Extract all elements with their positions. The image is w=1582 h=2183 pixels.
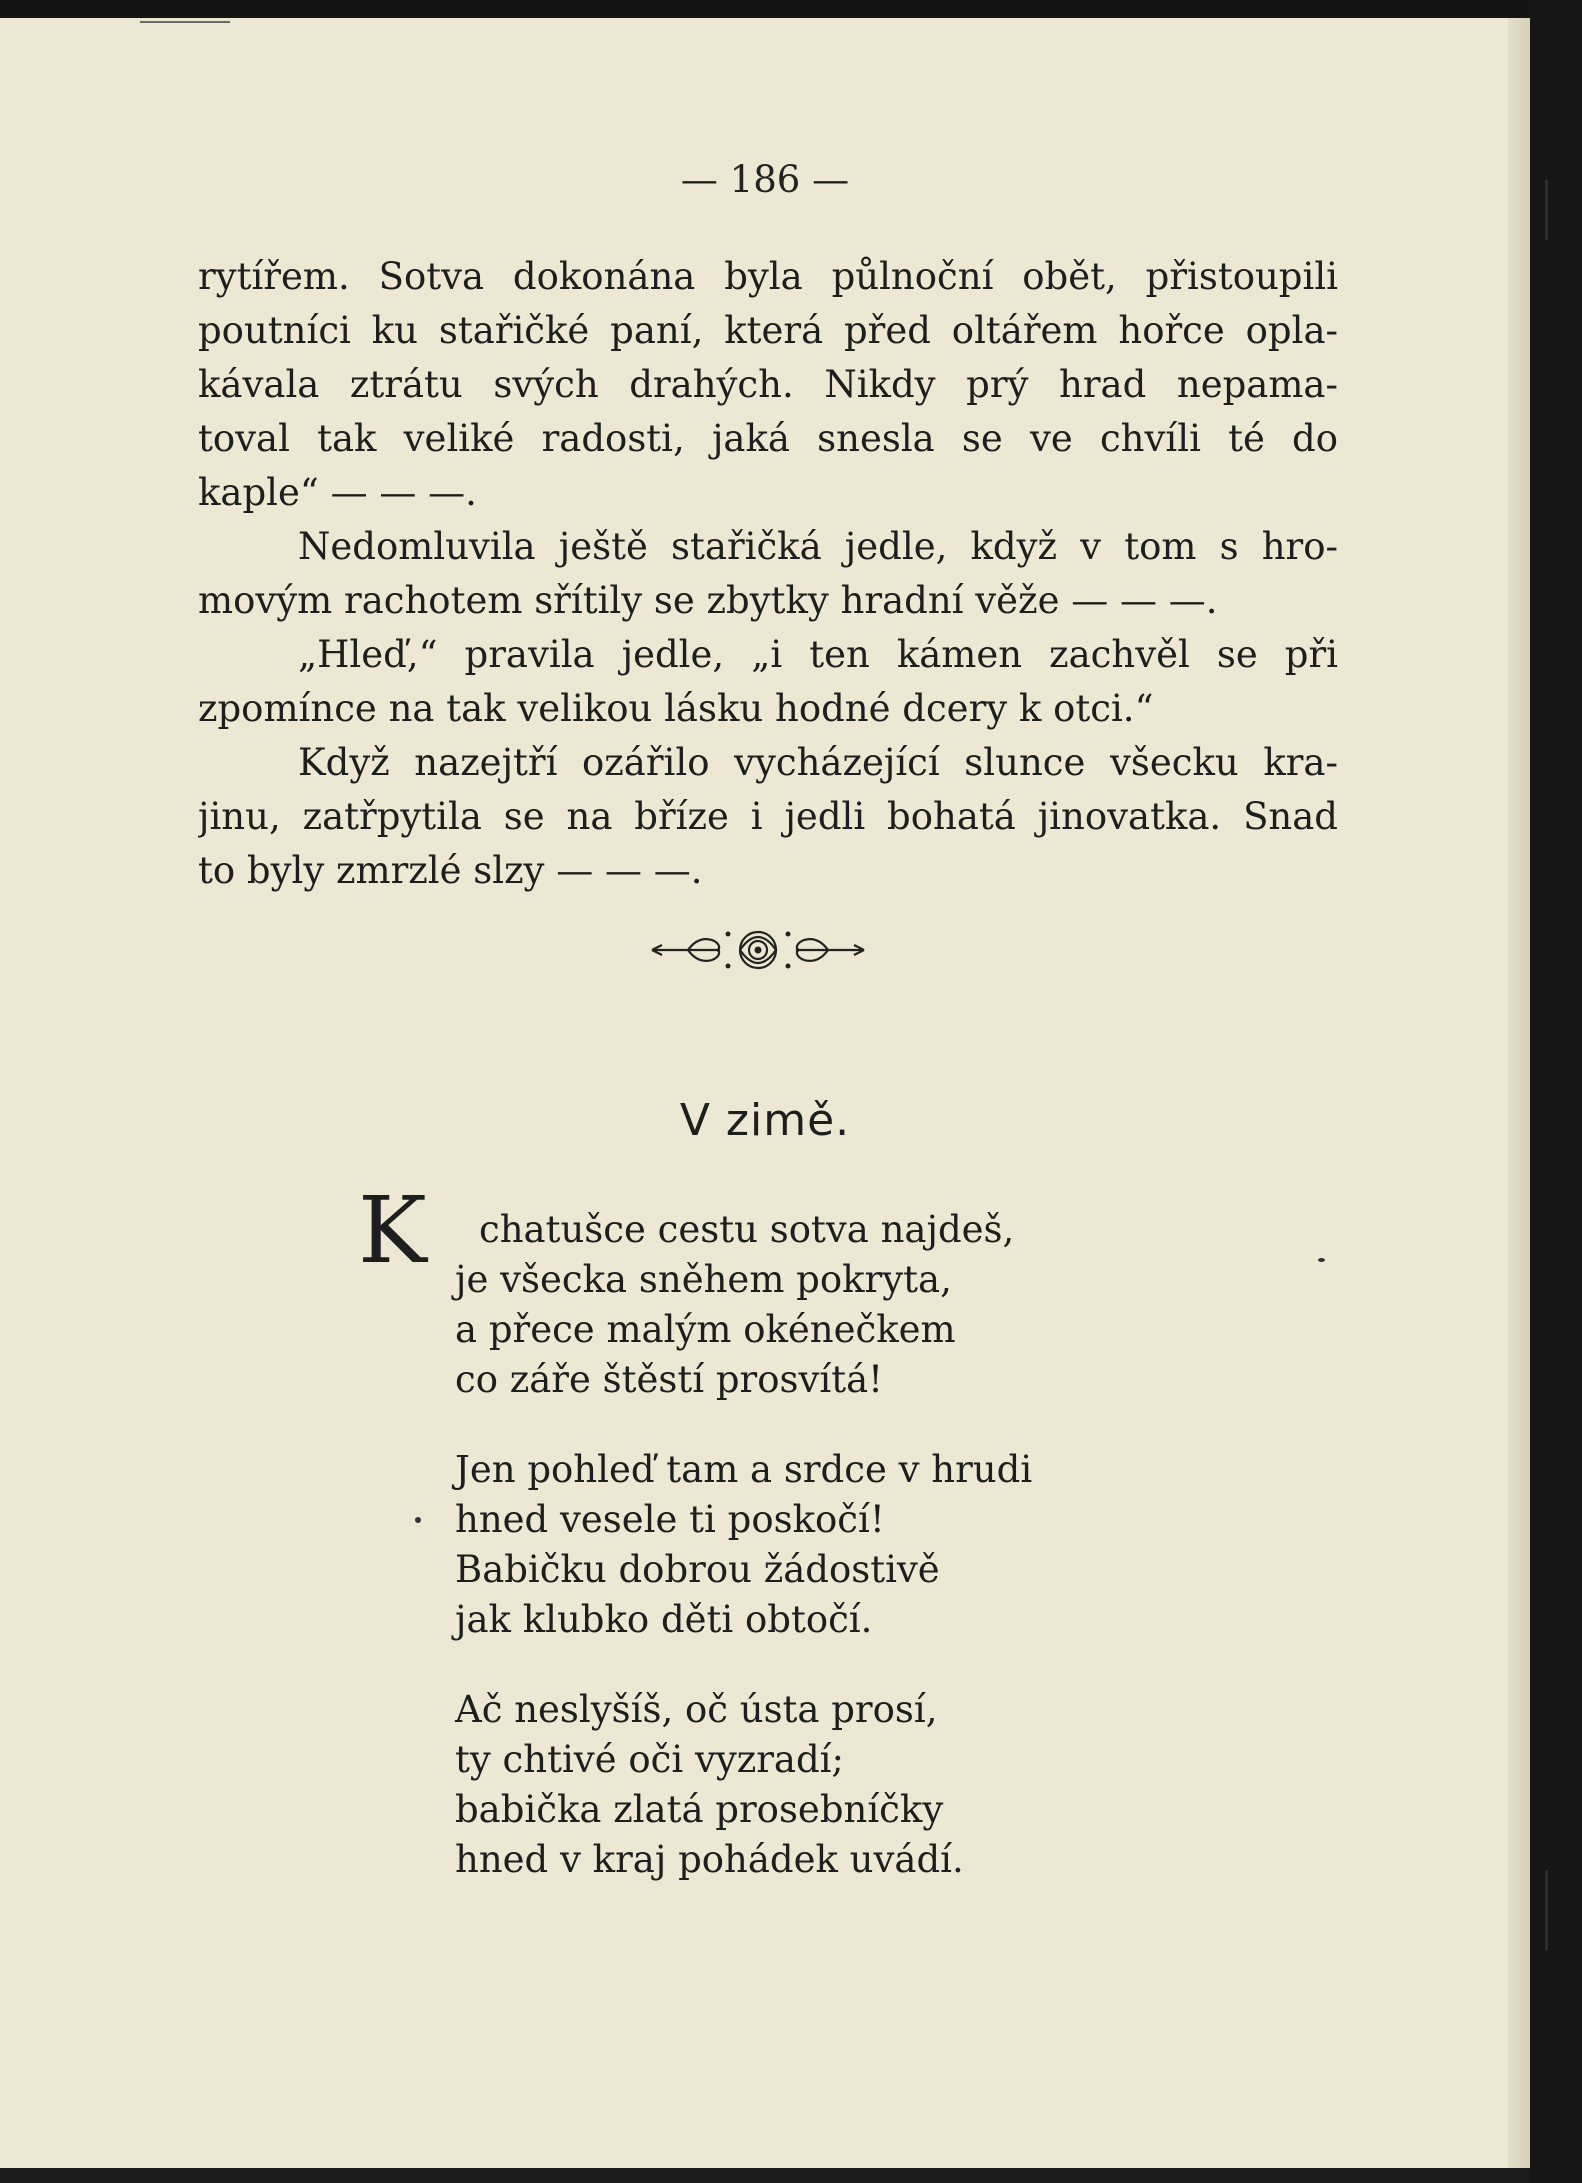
poem-verse: hned vesele ti poskočí!	[455, 1498, 885, 1541]
prose-line: Nedomluvila ještě stařičká jedle, když v tom s hro-	[298, 525, 1338, 568]
scan-bottom-border	[0, 2168, 1530, 2183]
poem-verse: Babičku dobrou žádostivě	[455, 1548, 940, 1591]
prose-line: „Hleď,“ pravila jedle, „i ten kámen zachvěl se při	[298, 633, 1338, 676]
poem-verse: hned v kraj pohádek uvádí.	[455, 1838, 964, 1881]
poem	[455, 1205, 1032, 1925]
page-gutter-shadow	[1508, 18, 1530, 2168]
poem-verse: co záře štěstí prosvítá!	[455, 1358, 884, 1401]
prose-line: to byly zmrzlé slzy — — —.	[198, 849, 703, 892]
poem-stanza	[455, 1685, 1032, 1885]
poem-verse: je všecka sněhem pokryta,	[455, 1258, 952, 1301]
poem-verse: Jen pohleď tam a srdce v hrudi	[455, 1448, 1033, 1491]
poem-verse: Ač neslyšíš, oč ústa prosí,	[455, 1688, 938, 1731]
drop-cap: K	[358, 1177, 427, 1284]
poem-stanza	[455, 1445, 1032, 1645]
poem-stanza	[455, 1205, 1032, 1405]
binding-mark	[1545, 1870, 1548, 1950]
binding-mark	[1545, 180, 1548, 240]
prose-line: toval tak veliké radosti, jaká snesla se ve chvíli té do	[198, 417, 1338, 460]
prose-line: Když nazejtří ozářilo vycházející slunce všecku kra-	[298, 741, 1338, 784]
poem-verse: a přece malým okénečkem	[455, 1308, 956, 1351]
page-number: — 186 —	[680, 158, 850, 201]
prose-line: kaple“ — — —.	[198, 471, 477, 514]
poem-verse: ty chtivé oči vyzradí;	[455, 1738, 844, 1781]
prose-line: kávala ztrátu svých drahých. Nikdy prý hrad nepama-	[198, 363, 1338, 406]
book-binding	[1530, 0, 1582, 2183]
scan-top-rule	[140, 21, 230, 23]
poem-verse: jak klubko děti obtočí.	[455, 1598, 873, 1641]
scan-speck	[415, 1517, 421, 1523]
prose-line: zpomínce na tak velikou lásku hodné dcery k otci.“	[198, 687, 1154, 730]
scan-speck	[1318, 1258, 1325, 1262]
poem-verse: chatušce cestu sotva najdeš,	[479, 1208, 1015, 1251]
prose-line: rytířem. Sotva dokonána byla půlnoční obět, přistoupili	[198, 255, 1338, 298]
prose-line: movým rachotem sřítily se zbytky hradní věže — — —.	[198, 579, 1218, 622]
prose-line: poutníci ku stařičké paní, která před oltářem hořce opla-	[198, 309, 1338, 352]
poem-verse: babička zlatá prosebníčky	[455, 1788, 944, 1831]
scan-top-border	[0, 0, 1530, 18]
ornament-divider-icon	[648, 920, 868, 980]
prose-text	[198, 250, 1338, 898]
prose-line: jinu, zatřpytila se na bříze i jedli bohatá jinovatka. Snad	[198, 795, 1338, 838]
section-title: V zimě.	[679, 1095, 851, 1146]
